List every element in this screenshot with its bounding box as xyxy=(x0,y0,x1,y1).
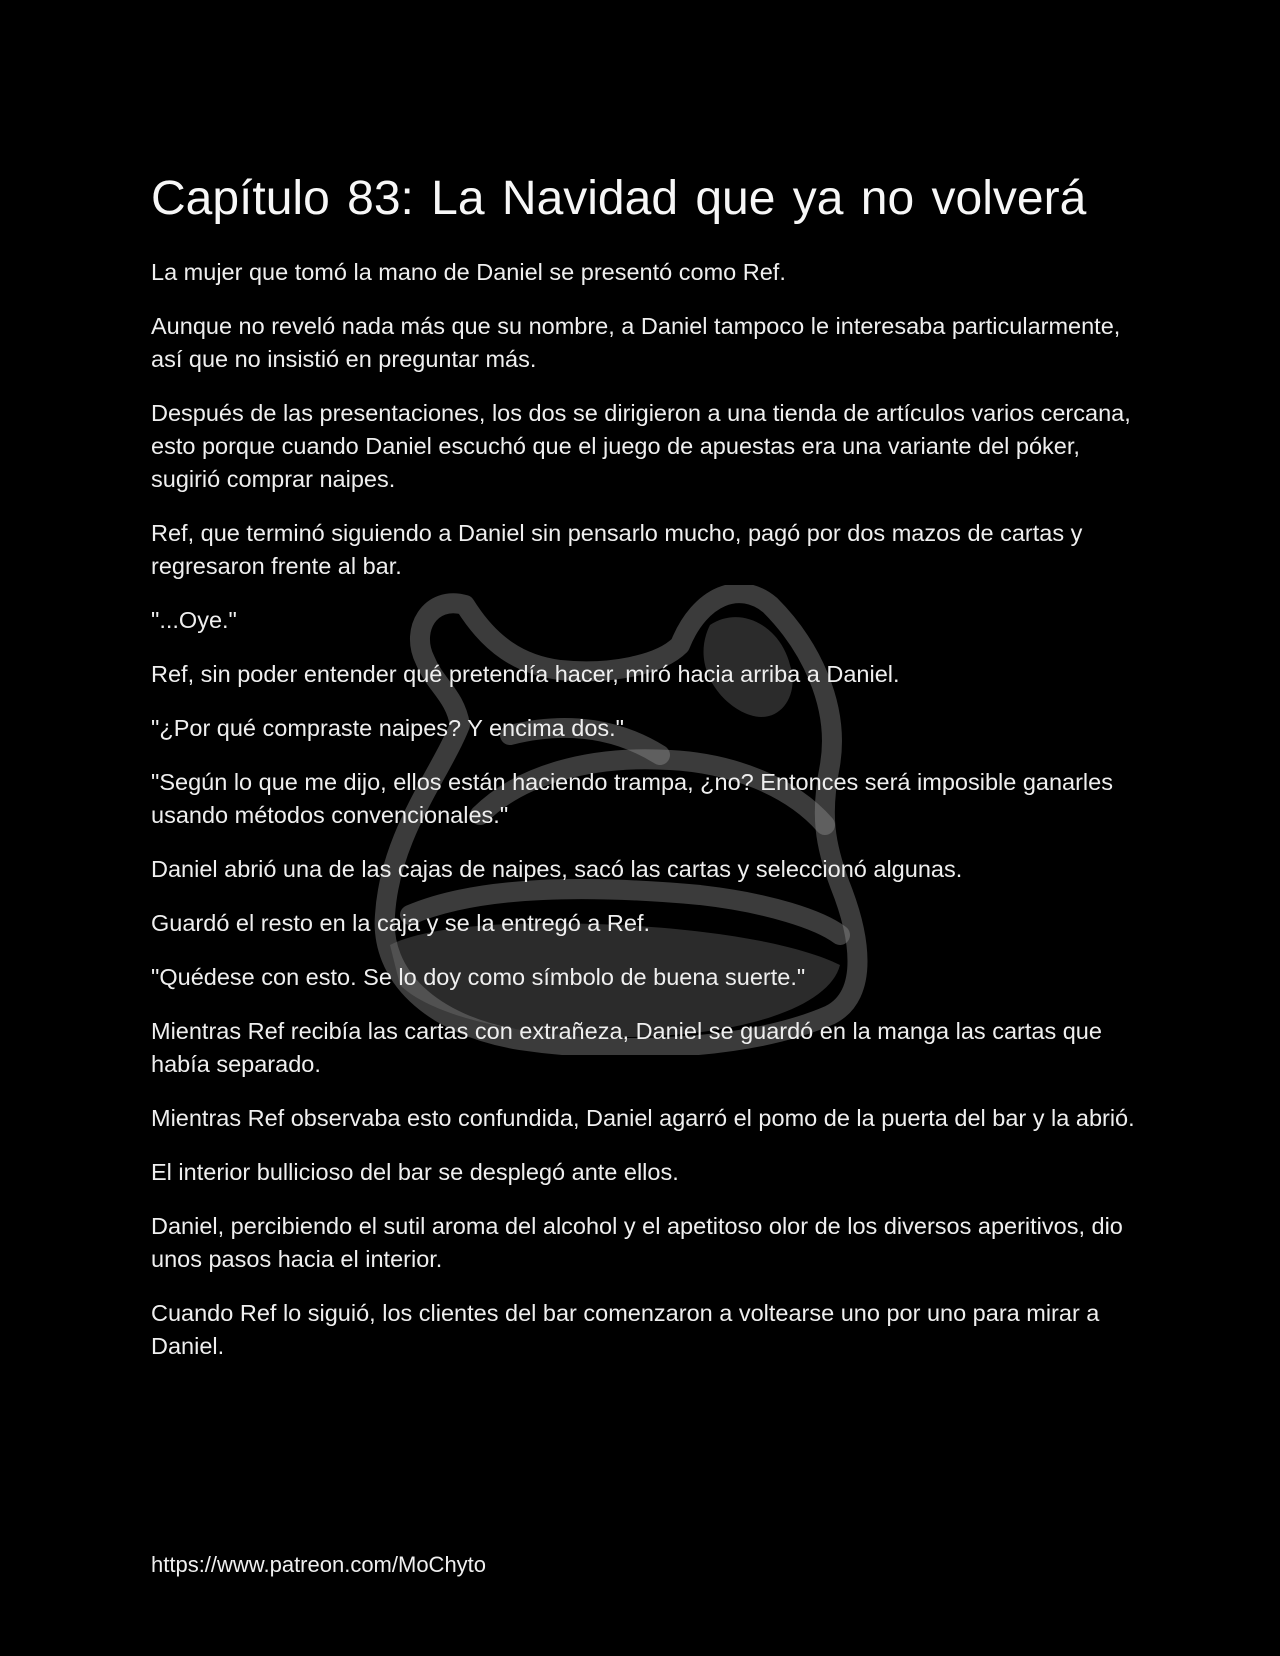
paragraph: Guardó el resto en la caja y se la entregó a Ref. xyxy=(151,910,651,936)
paragraph: El interior bullicioso del bar se desplegó ante ellos. xyxy=(151,1159,679,1185)
paragraph: "¿Por qué compraste naipes? Y encima dos." xyxy=(151,715,625,741)
paragraph: Después de las presentaciones, los dos se dirigieron a una tienda de artículos varios cercana, esto porque cuando Daniel escuchó que el juego de apuestas era una variante del póker, sugirió comprar naipes. xyxy=(151,400,1131,492)
paragraph: Mientras Ref recibía las cartas con extrañeza, Daniel se guardó en la manga las cartas que había separado. xyxy=(151,1018,1102,1077)
paragraph: "...Oye." xyxy=(151,607,237,633)
paragraph: La mujer que tomó la mano de Daniel se presentó como Ref. xyxy=(151,259,786,285)
paragraph: Daniel, percibiendo el sutil aroma del alcohol y el apetitoso olor de los diversos aperitivos, dio unos pasos hacia el interior. xyxy=(151,1213,1123,1272)
paragraph: Ref, que terminó siguiendo a Daniel sin pensarlo mucho, pagó por dos mazos de cartas y regresaron frente al bar. xyxy=(151,520,1083,579)
paragraph: Cuando Ref lo siguió, los clientes del bar comenzaron a voltearse uno por uno para mirar a Daniel. xyxy=(151,1300,1100,1359)
paragraph: Ref, sin poder entender qué pretendía hacer, miró hacia arriba a Daniel. xyxy=(151,661,900,687)
chapter-content xyxy=(151,168,1136,1384)
paragraph: "Quédese con esto. Se lo doy como símbolo de buena suerte." xyxy=(151,964,806,990)
paragraph: "Según lo que me dijo, ellos están haciendo trampa, ¿no? Entonces será imposible ganarles usando métodos convencionales." xyxy=(151,769,1113,828)
paragraph: Mientras Ref observaba esto confundida, Daniel agarró el pomo de la puerta del bar y la abrió. xyxy=(151,1105,1135,1131)
chapter-title: Capítulo 83: La Navidad que ya no volverá xyxy=(151,172,1087,225)
paragraph: Aunque no reveló nada más que su nombre, a Daniel tampoco le interesaba particularmente, así que no insistió en preguntar más. xyxy=(151,313,1121,372)
patreon-link[interactable]: https://www.patreon.com/MoChyto xyxy=(151,1552,487,1577)
paragraph: Daniel abrió una de las cajas de naipes, sacó las cartas y seleccionó algunas. xyxy=(151,856,963,882)
